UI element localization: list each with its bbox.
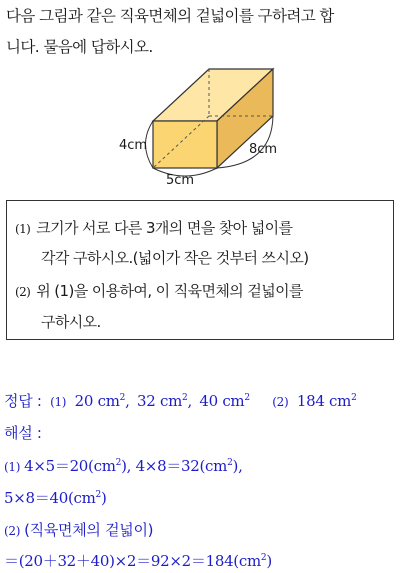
subquestion-1-text: 크기가 서로 다른 3개의 면을 찾아 넓이를 [36, 219, 293, 237]
cuboid-front-face [153, 121, 217, 168]
subquestion-2-line-1 [15, 280, 303, 301]
question-line-1: 다음 그림과 같은 직육면체의 겉넓이를 구하려고 합 [6, 7, 334, 25]
explanation-line-4: $=(20+32+40)\times 2=92\times 2=184(cm^2)$ [4, 552, 272, 570]
depth-label: 8cm [249, 142, 278, 157]
explanation-line-2: $5\times 8=40(cm^2)$ [4, 489, 107, 507]
explanation-part1-number: (1) [4, 460, 21, 474]
subquestion-2-text: 위 (1)을 이용하여, 이 직육면체의 겉넓이를 [36, 282, 303, 300]
subquestion-1-number: (1) [15, 222, 31, 236]
explanation-part2-number: (2) [4, 524, 21, 538]
explanation-heading: (직육면체의 겉넓이) [24, 521, 154, 539]
explanation-label: 해설 : [4, 424, 42, 442]
cuboid-figure [0, 60, 400, 190]
subquestion-1-line-2: 각각 구하시오.(넓이가 작은 것부터 쓰시오) [41, 249, 309, 267]
answer-part2-number: (2) [272, 395, 289, 409]
answer-line [4, 390, 357, 411]
explanation-line-1: (1) $4\times 5=20(cm^2)$, $4\times 8=32(cm^2)$, [4, 457, 243, 475]
answer-part1-c: 40 $cm^2$ [199, 392, 250, 410]
subquestion-1-line-1 [15, 217, 292, 238]
subquestion-box [6, 200, 394, 340]
answer-label: 정답 : [4, 392, 42, 410]
answer-part1-number: (1) [50, 395, 67, 409]
answer-part2-value: 184 $cm^2$ [296, 392, 357, 410]
width-label: 5cm [166, 173, 195, 188]
answer-part1-b: 32 $cm^2$, [137, 392, 192, 410]
subquestion-2-number: (2) [15, 285, 31, 299]
question-line-2: 니다. 물음에 답하시오. [6, 38, 153, 56]
answer-part1-a: 20 $cm^2$, [74, 392, 130, 410]
subquestion-2-line-2: 구하시오. [41, 313, 101, 331]
height-label: 4cm [119, 138, 148, 153]
explanation-line-3 [4, 519, 153, 540]
